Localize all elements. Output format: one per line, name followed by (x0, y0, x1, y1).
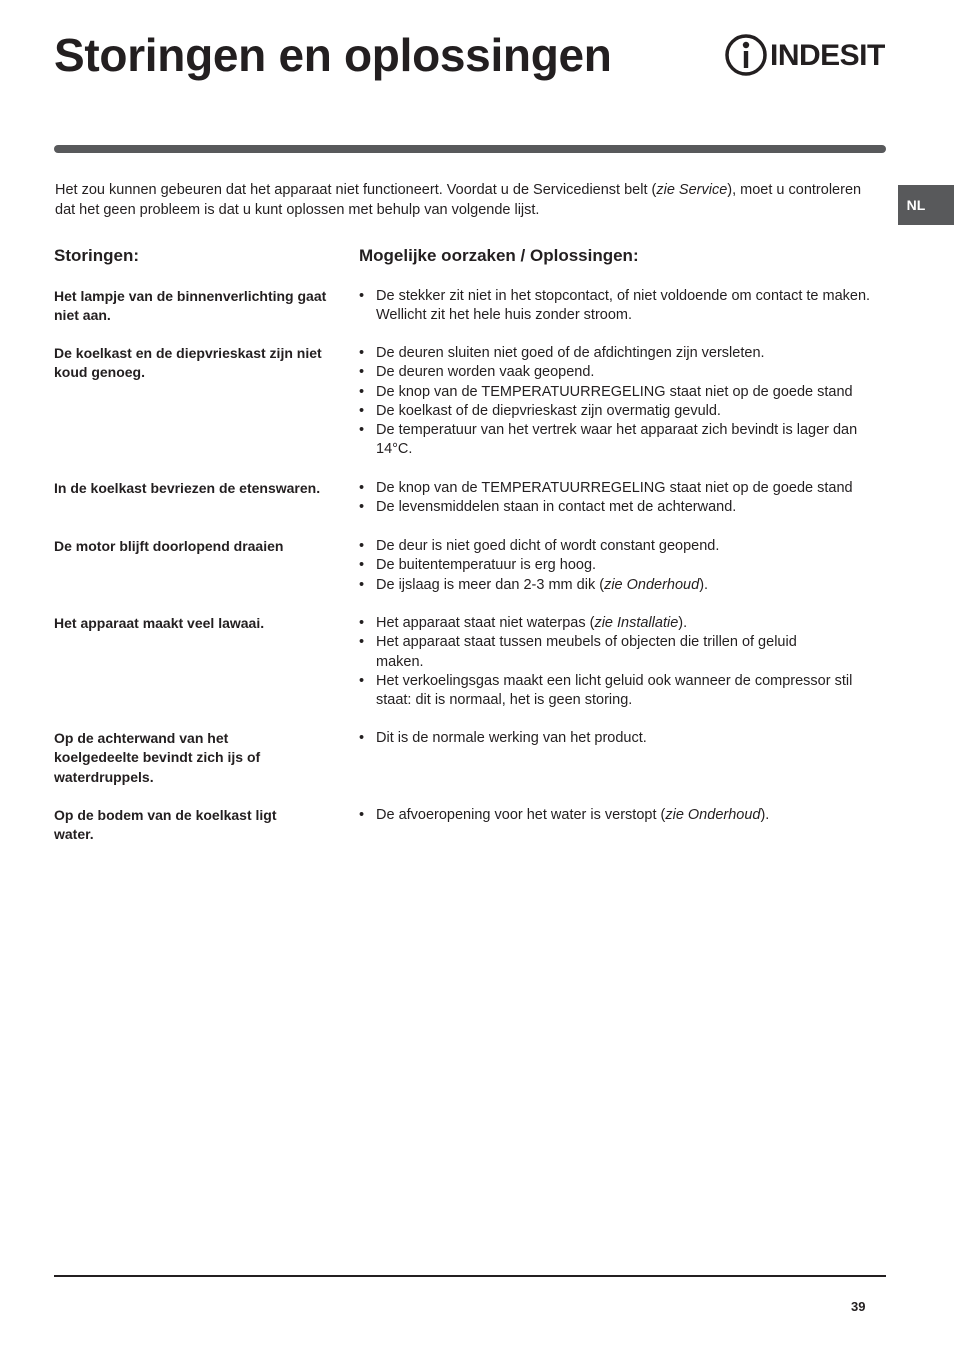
causes-list-3 (359, 479, 886, 518)
indesit-logo (724, 32, 886, 78)
causes-list-6 (359, 729, 886, 748)
fault-7: Op de bodem van de koelkast ligt water. (54, 807, 277, 843)
cause-item: • De levensmiddelen staan in contact met de achterwand. (359, 499, 737, 516)
cause-item: • De stekker zit niet in het stopcontact, of niet voldoende om contact te maken. Wellicht zit het hele huis zonder stroom. (359, 288, 871, 324)
fault-5: Het apparaat maakt veel lawaai. (54, 615, 265, 631)
causes-list-5 (359, 614, 886, 710)
intro-text-before: Het zou kunnen gebeuren dat het apparaat niet functioneert. Voordat u de Servicedienst belt ( (55, 182, 657, 198)
fault-3: In de koelkast bevriezen de etenswaren. (54, 480, 321, 496)
page-number: 39 (851, 1299, 866, 1314)
fault-4: De motor blijft doorlopend draaien (54, 538, 284, 554)
cause-item: • De knop van de TEMPERATUURREGELING staat niet op de goede stand (359, 383, 853, 400)
intro-ref: zie Service (656, 182, 728, 198)
cause-item: • Het verkoelingsgas maakt een licht geluid ook wanneer de compressor stil staat: dit is normaal, het is geen storing. (359, 672, 853, 709)
causes-list-1 (359, 287, 886, 326)
language-tab: NL (898, 185, 954, 225)
indesit-logo-mark (724, 32, 768, 78)
cause-item: • Het apparaat staat niet waterpas (zie Installatie). (359, 615, 688, 631)
intro-paragraph (55, 181, 875, 220)
footer-rule (54, 1275, 886, 1277)
cause-item: • Het apparaat staat tussen meubels of objecten die trillen of geluid maken. (359, 634, 797, 670)
fault-6: Op de achterwand van het koelgedeelte bevindt zich ijs of waterdruppels. (54, 730, 261, 785)
cause-item: • De knop van de TEMPERATUURREGELING staat niet op de goede stand (359, 480, 853, 496)
cause-item: • De deur is niet goed dicht of wordt constant geopend. (359, 538, 720, 554)
indesit-logo-wordmark: INDESIT (770, 39, 885, 72)
column-heading-solutions: Mogelijke oorzaken / Oplossingen: (359, 246, 639, 265)
cause-item: • De ijslaag is meer dan 2-3 mm dik (zie Onderhoud). (359, 576, 709, 593)
cause-item: • De temperatuur van het vertrek waar het apparaat zich bevindt is lager dan 14°C. (359, 422, 858, 458)
causes-list-7 (359, 806, 886, 825)
cause-item: • De afvoeropening voor het water is verstopt (zie Onderhoud). (359, 807, 770, 823)
cause-item: • Dit is de normale werking van het product. (359, 730, 647, 746)
fault-1: Het lampje van de binnenverlichting gaat niet aan. (54, 288, 327, 324)
causes-list-4 (359, 537, 886, 595)
page-title: Storingen en oplossingen (54, 29, 612, 81)
fault-2: De koelkast en de diepvrieskast zijn niet koud genoeg. (54, 345, 322, 381)
cause-item: • De buitentemperatuur is erg hoog. (359, 557, 597, 574)
cause-item: • De koelkast of de diepvrieskast zijn overmatig gevuld. (359, 402, 721, 419)
header-rule (54, 145, 886, 153)
cause-item: • De deuren sluiten niet goed of de afdichtingen zijn versleten. (359, 345, 765, 361)
column-heading-faults: Storingen: (54, 246, 139, 265)
cause-item: • De deuren worden vaak geopend. (359, 364, 595, 381)
intro-text-after: ), moet u controleren dat het geen probleem is dat u kunt oplossen met behulp van volgende lijst. (55, 182, 862, 218)
causes-list-2 (359, 344, 886, 460)
